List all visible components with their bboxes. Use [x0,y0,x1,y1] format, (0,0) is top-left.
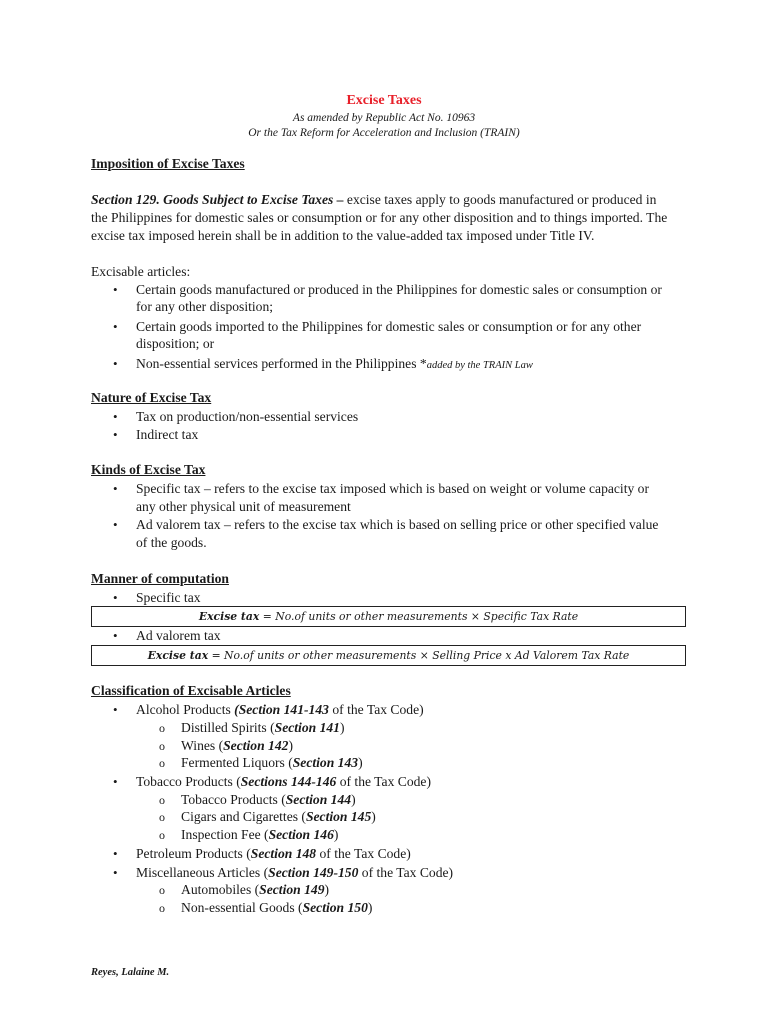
heading-computation: Manner of computation [91,571,229,586]
item-text: Distilled Spirits ( [181,720,275,735]
list-item: Specific tax [136,590,201,605]
bullet: • [113,427,118,442]
section-ref: Section 145 [305,809,372,824]
item-text: ) [339,720,345,735]
list-item: Ad valorem tax – refers to the excise tax which is based on selling price or other specified value [136,517,659,532]
item-text: ) [367,900,373,915]
list-item: Certain goods manufactured or produced in the Philippines for domestic sales or consumption or [136,282,662,297]
sub-bullet: o [159,901,165,915]
item-text: Fermented Liquors ( [181,755,293,770]
bullet: • [113,356,118,371]
list-item-tobacco [136,773,676,791]
bullet: • [113,282,118,297]
list-item: Certain goods imported to the Philippines for domestic sales or consumption or for any other [136,319,642,334]
list-item-petroleum [136,845,676,863]
sub-list-item [181,791,356,809]
sub-bullet: o [159,883,165,897]
bullet: • [113,590,118,605]
sub-bullet: o [159,739,165,753]
list-item: Specific tax – refers to the excise tax imposed which is based on weight or volume capacity or [136,481,650,496]
section-129-text-2: the Philippines for domestic sales or consumption or for any other disposition and to things imported. The [91,210,668,225]
item-text: Wines ( [181,738,224,753]
formula-lhs: Excise tax [198,610,260,623]
item-text: Petroleum Products ( [136,846,251,861]
list-item [136,355,676,375]
section-ref: Section 141 [274,720,340,735]
section-ref: Sections 144-146 [240,774,337,789]
list-item-cont: of the goods. [136,535,207,550]
item-text: ) [324,882,330,897]
section-ref: Section 149 [259,882,325,897]
sub-list-item [181,719,345,737]
heading-nature: Nature of Excise Tax [91,390,212,405]
document-title: Excise Taxes [346,93,422,108]
list-item: Ad valorem tax [136,628,221,643]
bullet: • [113,702,118,717]
list-item: Tax on production/non-essential services [136,409,359,424]
sub-list-item [181,754,363,772]
section-ref: Section 146 [268,827,334,842]
list-item-misc [136,864,676,882]
sub-bullet: o [159,721,165,735]
item-text: ) [358,755,363,770]
item-text: Tobacco Products ( [181,792,286,807]
sub-list-item [181,737,293,755]
item-text: Tobacco Products ( [136,774,241,789]
bullet: • [113,481,118,496]
sub-list-item [181,826,338,844]
item-text: Miscellaneous Articles ( [136,865,269,880]
list-item: Indirect tax [136,427,199,442]
section-ref: Section 150 [302,900,368,915]
document-subtitle-2: Or the Tax Reform for Acceleration and Inclusion (TRAIN) [248,127,520,139]
section-ref: Section 148 [250,846,317,861]
heading-classification: Classification of Excisable Articles [91,683,291,698]
item-text: of the Tax Code) [328,702,424,717]
bullet: • [113,774,118,789]
section-129-paragraph [91,191,681,209]
section-ref: (Section 141-143 [234,702,329,717]
ad-valorem-tax-formula [91,645,686,666]
sub-list-item [181,881,329,899]
section-ref: Section 142 [223,738,289,753]
item-text: ) [288,738,293,753]
item-text: Alcohol Products [136,702,235,717]
section-ref: Section 143 [292,755,359,770]
section-ref: Section 149-150 [268,865,359,880]
list-item-cont: for any other disposition; [136,299,274,314]
item-text: of the Tax Code) [316,846,411,861]
sub-bullet: o [159,828,165,842]
document-subtitle: As amended by Republic Act No. 10963 [292,112,476,124]
bullet: • [113,409,118,424]
sub-list-item [181,808,376,826]
sub-bullet: o [159,810,165,824]
heading-imposition: Imposition of Excise Taxes [91,156,245,171]
sub-list-item [181,899,372,917]
list-item-alcohol [136,701,676,719]
train-law-note: added by the TRAIN Law [426,360,533,371]
item-text: ) [351,792,356,807]
formula-rhs: = No.of units or other measurements × Specific Tax Rate [259,610,579,623]
section-129-text-1: excise taxes apply to goods manufactured or produced in [346,192,657,207]
item-text: Cigars and Cigarettes ( [181,809,306,824]
item-text: Non-essential Goods ( [181,900,303,915]
sub-bullet: o [159,793,165,807]
sub-bullet: o [159,756,165,770]
section-129-text-3: excise tax imposed herein shall be in addition to the value-added tax imposed under Title IV. [91,228,595,243]
item-text: of the Tax Code) [358,865,454,880]
item-text: of the Tax Code) [336,774,431,789]
item-text: Inspection Fee ( [181,827,269,842]
item-text: ) [333,827,339,842]
bullet: • [113,846,118,861]
excisable-articles-label: Excisable articles: [91,264,191,279]
section-129-title: Section 129. Goods Subject to Excise Taxes – [91,192,344,207]
formula-rhs: = No.of units or other measurements × Selling Price x Ad Valorem Tax Rate [208,649,630,662]
specific-tax-formula [91,606,686,627]
heading-kinds: Kinds of Excise Tax [91,462,206,477]
bullet: • [113,319,118,334]
list-item-text: Non-essential services performed in the Philippines * [136,356,427,371]
bullet: • [113,517,118,532]
list-item-cont: any other physical unit of measurement [136,499,351,514]
bullet: • [113,865,118,880]
item-text: Automobiles ( [181,882,260,897]
formula-lhs: Excise tax [147,649,209,662]
item-text: ) [371,809,376,824]
list-item-cont: disposition; or [136,336,215,351]
section-ref: Section 144 [285,792,352,807]
bullet: • [113,628,118,643]
author-footer: Reyes, Lalaine M. [91,967,170,978]
